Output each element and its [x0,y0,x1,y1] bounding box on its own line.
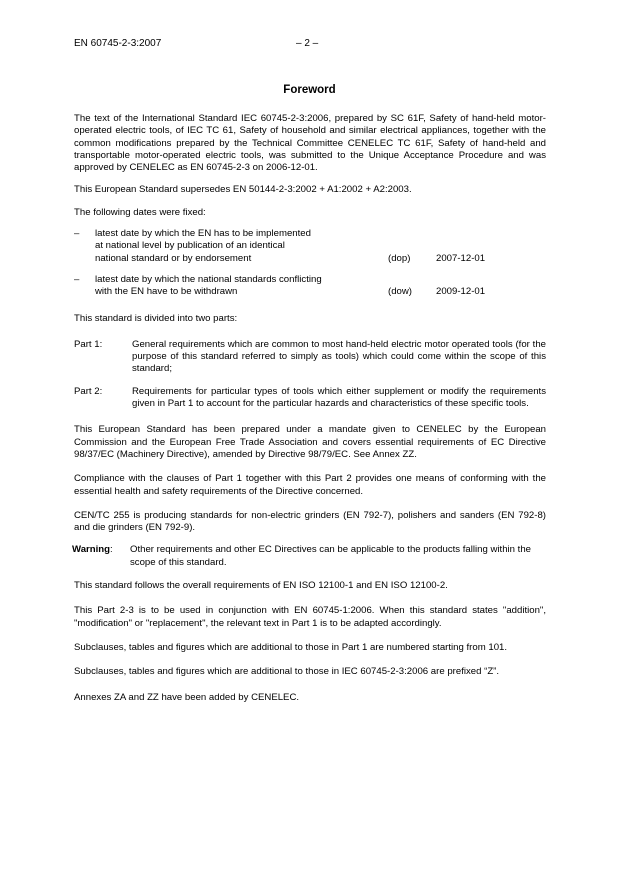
part-text: General requirements which are common to most hand-held electric motor operated tools (for the purpose of this standard referred to simply as tools) which could come within the scope of this standard; [132,338,546,375]
date-abbr-text: (dop) [388,252,411,264]
dates-intro: The following dates were fixed: [74,206,206,218]
warning-label-text: Warning [72,544,111,556]
date-item-line: latest date by which the national standards conflicting [95,273,322,285]
part-text: Requirements for particular types of tools which either supplement or modify the requirements given in Part 1 to account for the particular hazards and characteristics of these specific tools. [132,385,546,410]
part-2-item [74,386,546,411]
dash-marker: – [74,228,80,240]
dash-marker: – [74,273,80,285]
part-label: Part 2: [74,385,103,397]
date-item-dop [74,228,546,265]
annexes-paragraph: Annexes ZA and ZZ have been added by CENELEC. [74,691,300,703]
date-item-line: latest date by which the EN has to be implemented [95,228,311,240]
intro-paragraph: The text of the International Standard IEC 60745-2-3:2006, prepared by SC 61F, Safety of hand-held motor-operated electric tools, of IEC TC 61, Safety of household and similar electrical appliances, together with the common modifications prepared by the Technical Committee CENELEC TC 61F, Safety of hand-held and transportable motor-operated electric tools, was submitted to the Unique Acceptance Procedure and was approved by CENELEC as EN 60745-2-3 on 2006-12-01. [74,113,546,174]
date-item-line: at national level by publication of an identical [95,240,285,252]
prefix-paragraph: Subclauses, tables and figures which are additional to those in IEC 60745-2-3:2006 are prefixed “Z”. [74,666,500,678]
numbering-paragraph: Subclauses, tables and figures which are additional to those in Part 1 are numbered starting from 101. [74,641,508,653]
date-item-text [95,228,388,265]
warning-label: Warning: [72,544,113,556]
page-title: Foreword [283,84,336,96]
warning-note [74,544,546,569]
date-value [436,274,485,299]
part-label: Part 1: [74,338,103,350]
parts-intro: This standard is divided into two parts: [74,312,238,324]
mandate-paragraph: This European Standard has been prepared under a mandate given to CENELEC by the European Commission and the European Free Trade Association and covers essential requirements of EC Directive 98/37/EC (Machinery Directive), amended by Directive 98/79/EC. See Annex ZZ. [74,424,546,460]
date-item-text [95,274,388,299]
date-item-line: with the EN have to be withdrawn [95,286,238,298]
compliance-paragraph: Compliance with the clauses of Part 1 together with this Part 2 provides one means of conforming with the essential health and safety requirements of the Directive concerned. [74,473,546,497]
document-id: EN 60745-2-3:2007 [74,38,162,49]
date-abbr-text: (dow) [388,286,412,298]
part-1-item [74,339,546,376]
conjunction-paragraph: This Part 2-3 is to be used in conjunction with EN 60745-1:2006. When this standard states "addition", "modification" or "replacement", the relevant text in Part 1 is to be adapted accordingly. [74,605,546,629]
date-abbr [388,228,436,265]
supersedes-paragraph: This European Standard supersedes EN 50144-2-3:2002 + A1:2002 + A2:2003. [74,184,412,196]
date-value-text: 2009-12-01 [436,286,486,298]
date-value [436,228,485,265]
date-item-dow [74,274,546,299]
cen-paragraph: CEN/TC 255 is producing standards for non-electric grinders (EN 792-7), polishers and sanders (EN 792-8) and die grinders (EN 792-9). [74,509,546,534]
document-body [74,113,546,704]
date-value-text: 2007-12-01 [436,252,486,264]
date-item-line: national standard or by endorsement [95,252,252,264]
page-number: – 2 – [296,38,319,49]
iso-paragraph: This standard follows the overall requirements of EN ISO 12100-1 and EN ISO 12100-2. [74,580,448,592]
warning-text: Other requirements and other EC Directives can be applicable to the products falling within the scope of this standard. [130,544,532,568]
date-abbr [388,274,436,299]
